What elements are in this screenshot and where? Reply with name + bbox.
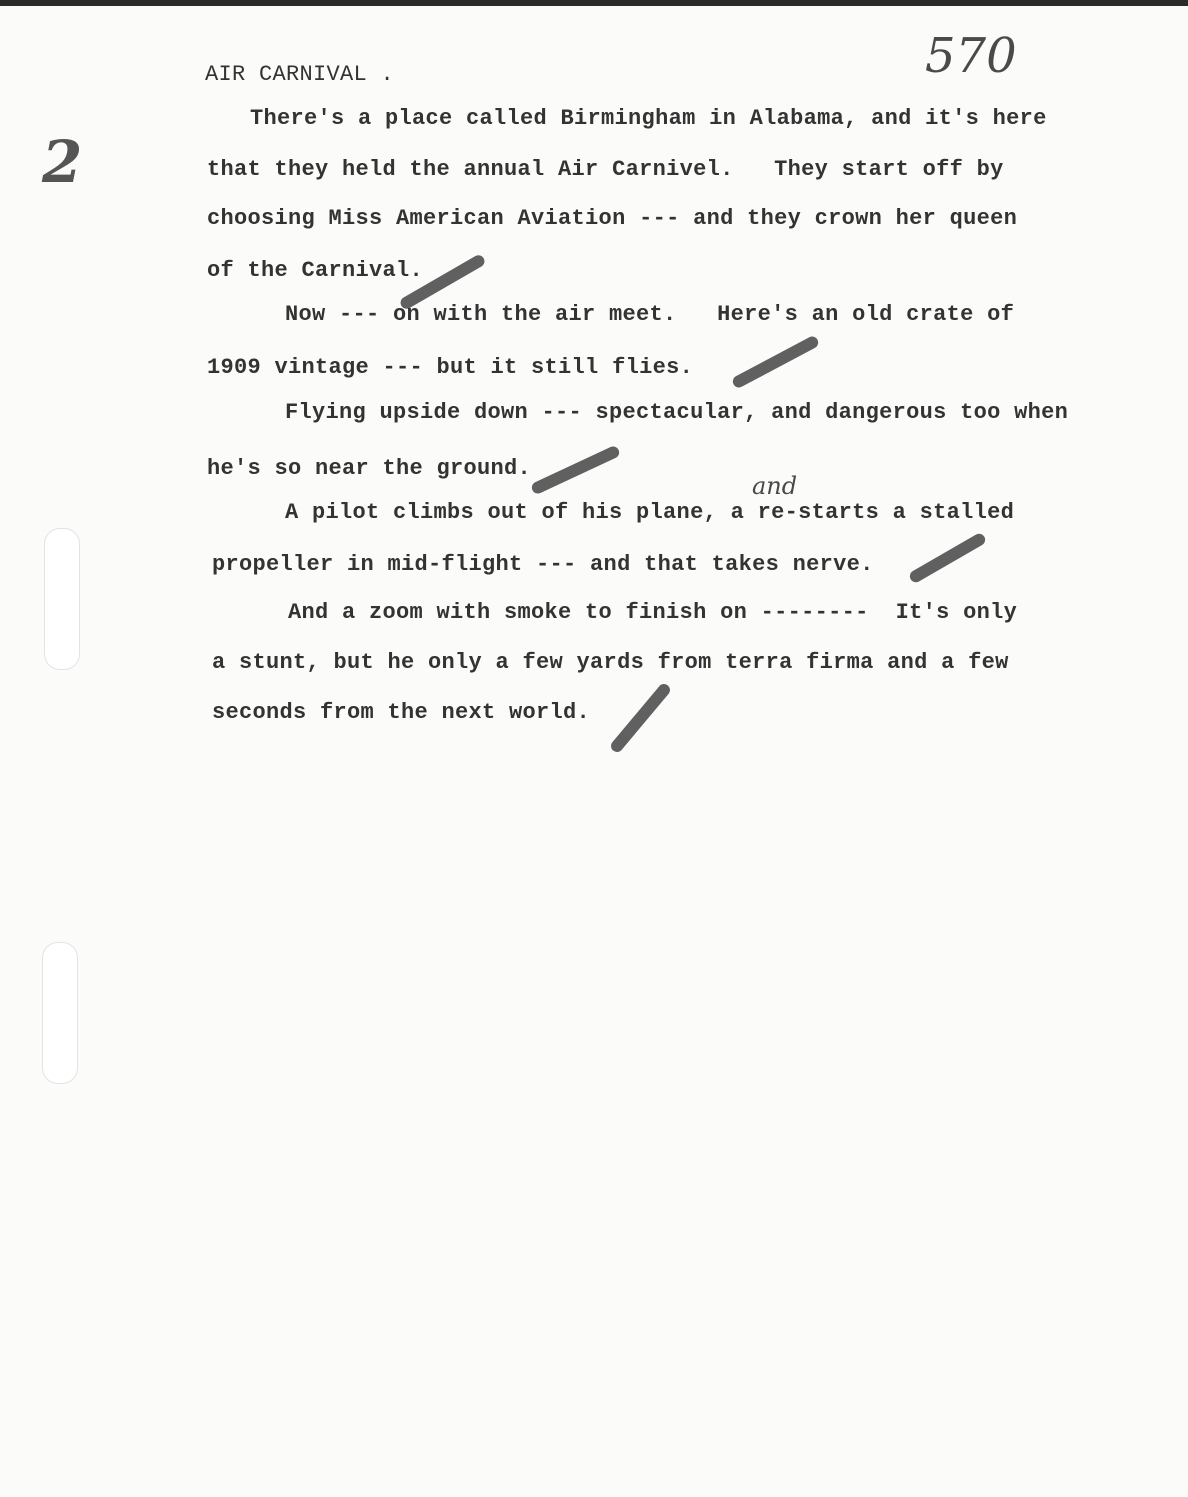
pencil-slash-mark xyxy=(908,532,988,585)
margin-mark-handwritten: 2 xyxy=(42,128,83,196)
text-line: And a zoom with smoke to finish on -------- It's only xyxy=(288,600,1018,625)
text-line: propeller in mid-flight --- and that takes nerve. xyxy=(212,552,874,577)
pencil-slash-mark xyxy=(731,334,821,389)
page-top-edge xyxy=(0,0,1188,6)
text-line: Flying upside down --- spectacular, and dangerous too when xyxy=(285,400,1069,425)
page-number-handwritten: 570 xyxy=(925,28,1017,84)
pencil-slash-mark xyxy=(609,682,673,755)
text-line: choosing Miss American Aviation --- and they crown her queen xyxy=(207,206,1018,231)
text-line: of the Carnival. xyxy=(207,258,424,283)
text-line: seconds from the next world. xyxy=(212,700,591,725)
text-line: that they held the annual Air Carnivel. They start off by xyxy=(207,157,1004,182)
text-line: Now --- on with the air meet. Here's an old crate of xyxy=(285,302,1015,327)
text-line: A pilot climbs out of his plane, a re-starts a stalled xyxy=(285,500,1015,525)
text-line: 1909 vintage --- but it still flies. xyxy=(207,355,694,380)
pencil-slash-mark xyxy=(530,444,621,495)
binder-hole-lower xyxy=(42,942,78,1084)
insertion-mark-handwritten: and xyxy=(752,472,798,500)
text-line: he's so near the ground. xyxy=(207,456,532,481)
text-line: a stunt, but he only a few yards from terra firma and a few xyxy=(212,650,1009,675)
text-line: There's a place called Birmingham in Alabama, and it's here xyxy=(250,106,1047,131)
document-title: AIR CARNIVAL . xyxy=(205,62,395,87)
binder-hole-upper xyxy=(44,528,80,670)
